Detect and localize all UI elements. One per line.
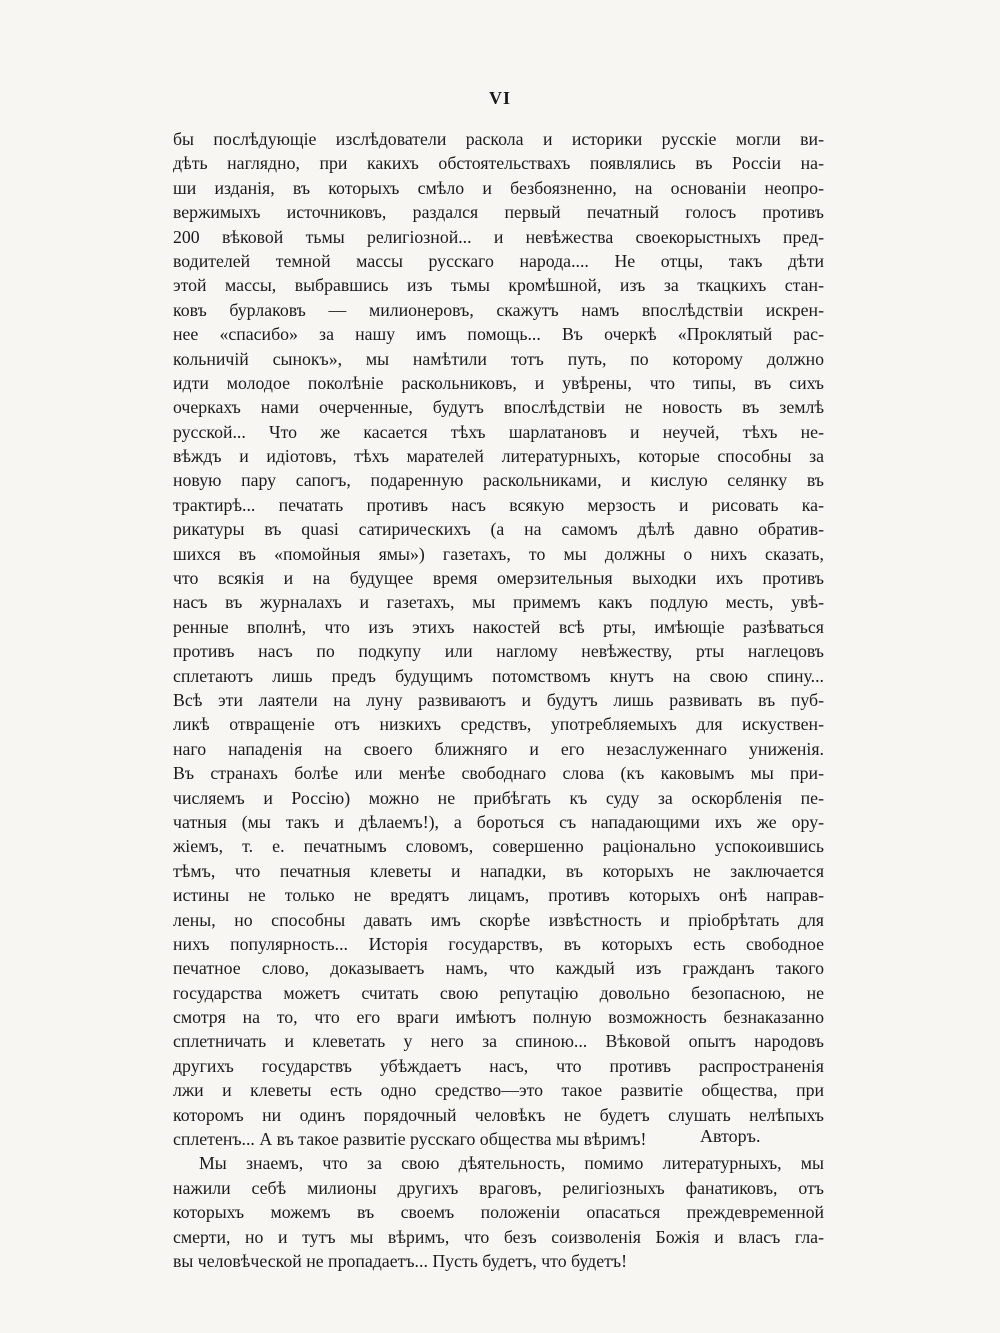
text-line: противъ насъ по подкупу или наглому невѣжеству, рты наглецовъ xyxy=(173,641,824,662)
text-line: сплетничать и клеветать у него за спиною... Вѣковой опытъ народовъ xyxy=(173,1031,824,1052)
text-line: которомъ ни одинъ порядочный человѣкъ не будетъ слушать нелѣпыхъ xyxy=(173,1104,824,1125)
text-line: нее «спасибо» за нашу имъ помощь... Въ очеркѣ «Проклятый рас- xyxy=(173,324,824,345)
text-line: вѣждъ и идіотовъ, тѣхъ марателей литературныхъ, которые способны за xyxy=(173,446,824,467)
text-line: русской... Что же касается тѣхъ шарлатановъ и неучей, тѣхъ не- xyxy=(173,421,824,442)
text-line: жіемъ, т. е. печатнымъ словомъ, совершенно раціонально успокоившись xyxy=(173,836,824,857)
text-line: ликѣ отвращеніе отъ низкихъ средствъ, употребляемыхъ для искуствен- xyxy=(173,714,824,735)
text-line: трактирѣ... печатать противъ насъ всякую мерзость и рисовать ка- xyxy=(173,494,824,515)
text-line: печатное слово, доказываетъ намъ, что каждый изъ гражданъ такого xyxy=(173,958,824,979)
text-line: бы послѣдующіе изслѣдователи раскола и историки русскіе могли ви- xyxy=(173,129,824,149)
text-line: чатныя (мы такъ и дѣлаемъ!), а бороться съ нападающими ихъ же ору- xyxy=(173,811,824,832)
text-line: сплетаютъ лишь предъ будущимъ потомствомъ кнутъ на свою спину... xyxy=(173,665,824,686)
text-line: Мы знаемъ, что за свою дѣятельность, помимо литературныхъ, мы xyxy=(199,1153,824,1174)
page-number: VI xyxy=(488,88,511,108)
text-line: лжи и клеветы есть одно средство—это такое развитіе общества, при xyxy=(173,1080,824,1101)
text-line: очеркахъ нами очерченные, будутъ впослѣдствіи не новость въ землѣ xyxy=(173,397,824,418)
text-line: числяемъ и Россію) можно не прибѣгать къ суду за оскорбленія пе- xyxy=(173,787,824,808)
text-line: наго нападенія на своего ближняго и его незаслуженнаго униженія. xyxy=(173,738,824,759)
text-line: ренные вполнѣ, что изъ этихъ накостей всѣ рты, имѣющіе разѣваться xyxy=(173,616,824,637)
text-line: насъ въ журналахъ и газетахъ, мы примемъ какъ подлую месть, увѣ- xyxy=(173,592,824,613)
text-line: ковъ бурлаковъ — милионеровъ, скажутъ намъ впослѣдствіи искрен- xyxy=(173,299,824,320)
paragraph-1 xyxy=(173,127,824,1151)
text-line: шихся въ «помойныя ямы») газетахъ, то мы должны о нихъ сказать, xyxy=(173,543,824,564)
text-line: вы человѣческой не пропадаетъ... Пусть будетъ, что будетъ! xyxy=(173,1250,627,1271)
text-line: истины не только не вредятъ лицамъ, противъ которыхъ онѣ направ- xyxy=(173,885,824,906)
text-line: Въ странахъ болѣе или менѣе свободнаго слова (къ каковымъ мы при- xyxy=(173,763,824,784)
text-line: нихъ популярность... Исторія государствъ, въ которыхъ есть свободное xyxy=(173,933,824,954)
text-line: нажили себѣ милионы другихъ враговъ, религіозныхъ фанатиковъ, отъ xyxy=(173,1177,824,1198)
text-line: этой массы, выбравшись изъ тьмы кромѣшной, изъ за ткацкихъ стан- xyxy=(173,275,824,296)
text-line: рикатуры въ quasi сатирическихъ (а на самомъ дѣлѣ давно обратив- xyxy=(173,519,824,540)
text-line: тѣмъ, что печатныя клеветы и нападки, въ которыхъ не заключается xyxy=(173,860,824,881)
text-line: другихъ государствъ убѣждаетъ насъ, что противъ распространенія xyxy=(173,1055,824,1076)
text-line: вержимыхъ источниковъ, раздался первый печатный голосъ противъ xyxy=(173,202,824,223)
text-line: смотря на то, что его враги имѣютъ полную возможность безнаказанно xyxy=(173,1007,824,1028)
text-line: смерти, но и тутъ мы вѣримъ, что безъ соизволенія Божія и власъ гла- xyxy=(173,1226,824,1247)
text-line: Всѣ эти лаятели на луну развиваютъ и будутъ лишь развивать въ пуб- xyxy=(173,689,824,710)
text-line: ши изданія, въ которыхъ смѣло и безбоязненно, на основаніи неопро- xyxy=(173,177,824,198)
text-line: государства можетъ считать свою репутацію довольно безопасною, не xyxy=(173,982,824,1003)
text-line: которыхъ можемъ въ своемъ положеніи опасаться преждевременной xyxy=(173,1202,824,1223)
text-line: лены, но способны давать имъ скорѣе извѣстность и пріобрѣтать для xyxy=(173,909,824,930)
text-line: водителей темной массы русскаго народа.... Не отцы, такъ дѣти xyxy=(173,250,824,271)
text-line: 200 вѣковой тьмы религіозной... и невѣжества своекорыстныхъ пред- xyxy=(173,226,824,247)
text-line: идти молодое поколѣніе раскольниковъ, и увѣрены, что типы, въ сихъ xyxy=(173,372,824,393)
body-text xyxy=(173,127,824,1273)
text-line: что всякія и на будущее время омерзительныя выходки ихъ противъ xyxy=(173,568,824,589)
author-signature: Авторъ. xyxy=(700,1126,761,1146)
text-line: сплетенъ... А въ такое развитіе русскаго общества мы вѣримъ! xyxy=(173,1129,647,1150)
text-line: новую пару сапогъ, подаренную раскольниками, и кислую селянку въ xyxy=(173,470,824,491)
text-line: кольничій сынокъ», мы намѣтили тотъ путь, по которому должно xyxy=(173,348,824,369)
text-line: дѣть наглядно, при какихъ обстоятельствахъ появлялись въ Россіи на- xyxy=(173,153,824,174)
paragraph-2 xyxy=(173,1151,824,1273)
